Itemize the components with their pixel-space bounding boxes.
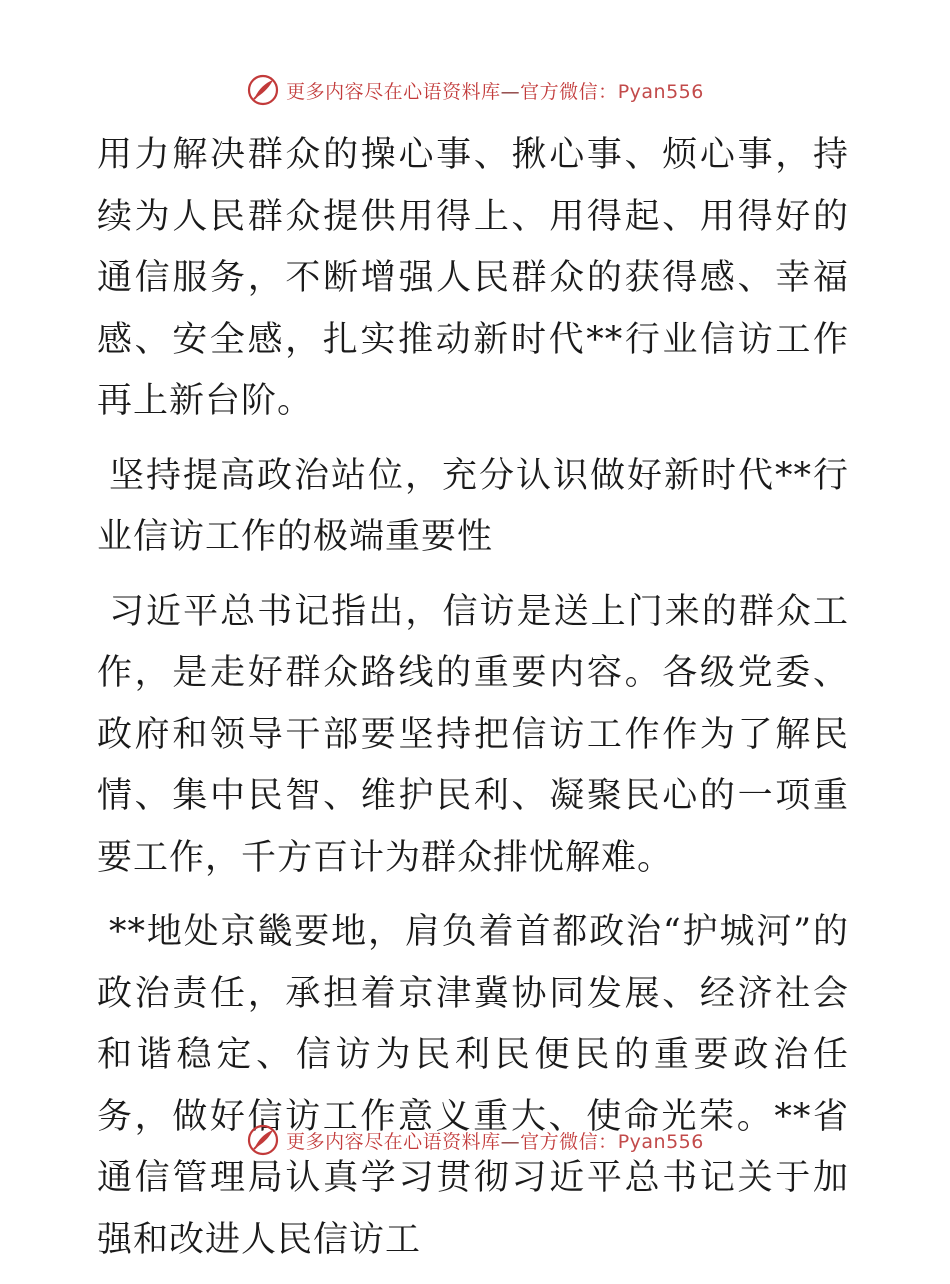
watermark-official-label: 官方微信： [520, 1130, 618, 1153]
watermark-text [286, 77, 704, 104]
watermark-separator: — [500, 80, 521, 103]
section-heading: 坚持提高政治站位，充分认识做好新时代**行业信访工作的极端重要性 [97, 455, 849, 557]
watermark-official-label: 官方微信： [520, 80, 618, 103]
paragraph-context: **地处京畿要地，肩负着首都政治“护城河”的政治责任，承担着京津冀协同发展、经济社会和谐稳定、信访为民利民便民的重要政治任务，做好信访工作意义重大、使命光荣。**省通信管理局认真学习贯彻习近平总书记关于加强和改进人民信访工 [97, 912, 849, 1260]
watermark-text [286, 1127, 704, 1154]
watermark-prefix: 更多内容尽在心语资料库 [286, 1130, 501, 1153]
watermark-wechat-id: Pyan556 [617, 80, 704, 103]
document-body [97, 125, 849, 1284]
footer-watermark [0, 1120, 950, 1160]
header-watermark [0, 70, 950, 110]
watermark-wechat-id: Pyan556 [617, 1130, 704, 1153]
feather-pen-logo-icon [246, 1123, 280, 1157]
paragraph-quote: 习近平总书记指出，信访是送上门来的群众工作，是走好群众路线的重要内容。各级党委、政府和领导干部要坚持把信访工作作为了解民情、集中民智、维护民利、凝聚民心的一项重要工作，千方百计为群众排忧解难。 [97, 591, 849, 878]
paragraph-continuation: 用力解决群众的操心事、揪心事、烦心事，持续为人民群众提供用得上、用得起、用得好的通信服务，不断增强人民群众的获得感、幸福感、安全感，扎实推动新时代**行业信访工作再上新台阶。 [97, 135, 849, 421]
watermark-separator: — [500, 1130, 521, 1153]
watermark-prefix: 更多内容尽在心语资料库 [286, 80, 501, 103]
feather-pen-logo-icon [246, 73, 280, 107]
